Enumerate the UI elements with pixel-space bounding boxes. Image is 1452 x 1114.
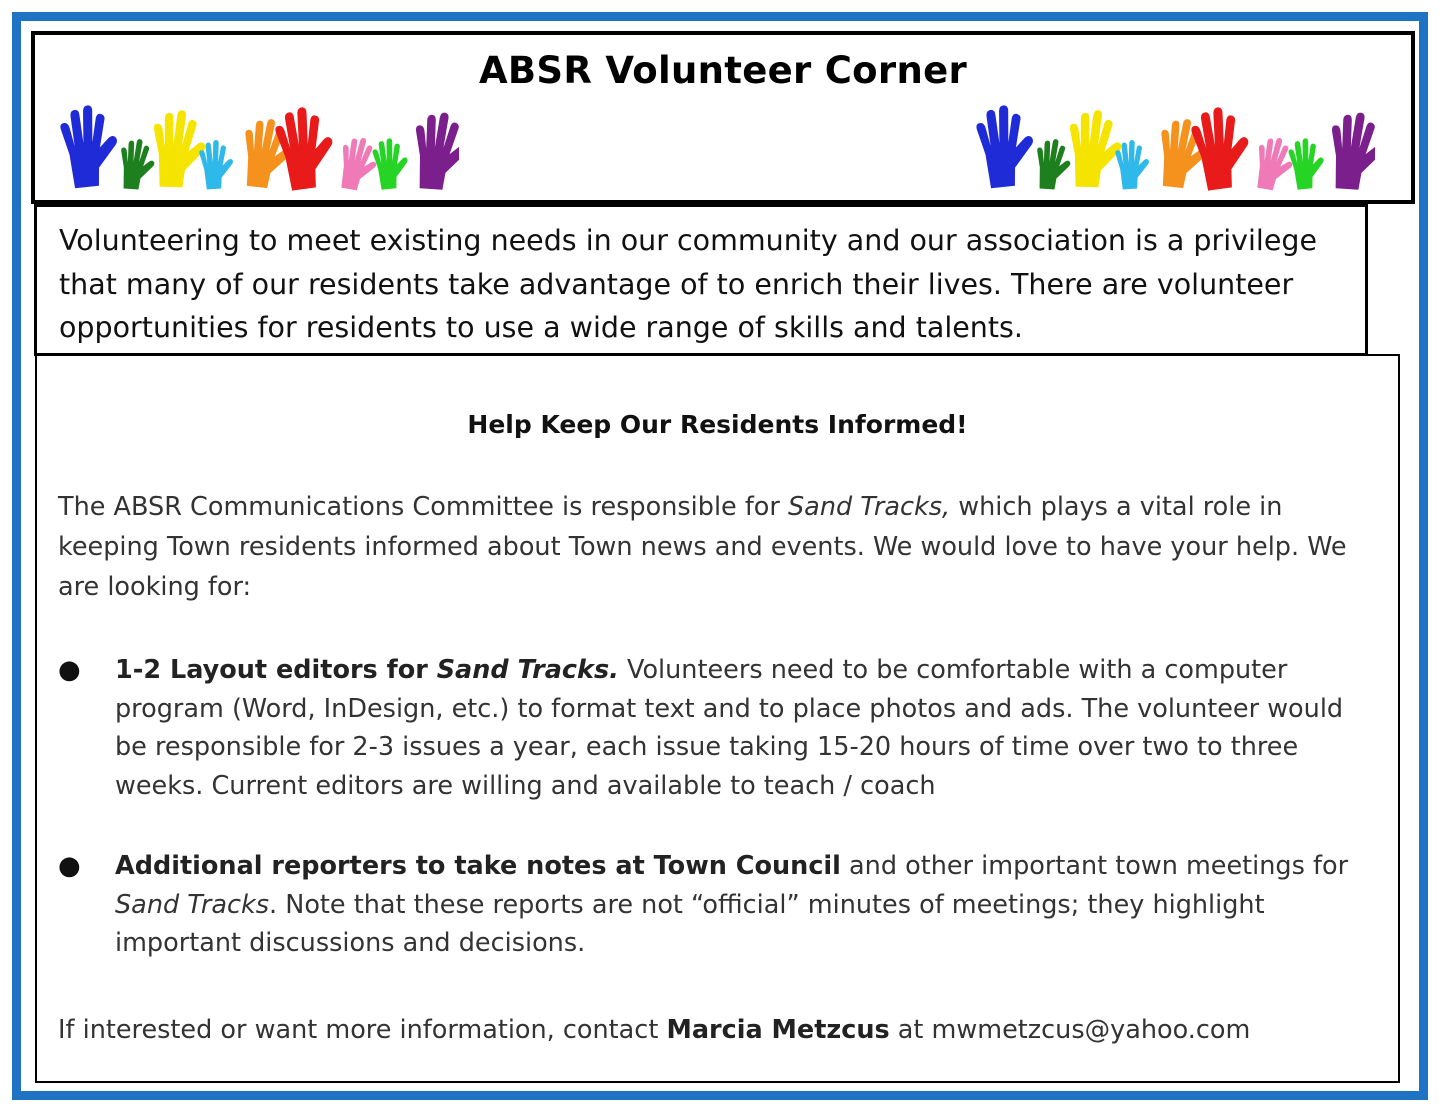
hands-illustration-left: [59, 103, 459, 193]
paragraph-text-2: which plays a vital role in keeping Town residents informed about Town news and events. We would love to have your help. We are looking for:: [58, 492, 1347, 602]
publication-name: Sand Tracks: [115, 889, 270, 920]
hand-icon: [1035, 138, 1072, 191]
intro-box: [34, 204, 1368, 356]
hand-icon: [1287, 137, 1326, 191]
hand-icon: [336, 135, 380, 193]
hand-icon: [1189, 104, 1255, 192]
publication-name: Sand Tracks,: [788, 492, 951, 522]
contact-name: Marcia Metzcus: [666, 1015, 890, 1045]
hand-icon: [59, 103, 121, 189]
list-item-text: [115, 847, 1377, 963]
contact-line: [58, 1010, 1388, 1050]
list-item-body-end: . Note that these reports are not “official” minutes of meetings; they highlight important discussions and decisions.: [115, 889, 1265, 958]
hand-icon: [412, 111, 459, 192]
hand-icon: [1252, 135, 1296, 193]
list-item-text: [115, 651, 1377, 805]
list-item-body: Volunteers need to be comfortable with a computer program (Word, InDesign, etc.) to format text and to place photos and ads. The volunteer would be responsible for 2-3 issues a year, each issue taking 15-20 hours of time over two to three weeks. Current editors are willing and available to teach / coach: [115, 655, 1344, 801]
page-title: ABSR Volunteer Corner: [478, 49, 968, 92]
bullet-icon: ●: [58, 851, 81, 881]
paragraph-text-1: The ABSR Communications Committee is responsible for: [58, 492, 788, 522]
hand-icon: [1328, 111, 1375, 192]
publication-name: Sand Tracks.: [436, 655, 619, 685]
header-box: [31, 31, 1415, 204]
hand-icon: [1068, 109, 1123, 188]
contact-prefix: If interested or want more information, contact: [58, 1015, 667, 1045]
hand-icon: [119, 138, 156, 191]
contact-middle: at: [889, 1015, 932, 1045]
hands-illustration-right: [975, 103, 1375, 193]
intro-text: Volunteering to meet existing needs in our community and our association is a privilege that many of our residents take advantage of to enrich their lives. There are volunteer opportunities for residents to use a wide range of skills and talents.: [59, 224, 1317, 344]
bullet-icon: ●: [58, 655, 81, 685]
intro-paragraph: [58, 487, 1378, 607]
hand-icon: [975, 103, 1037, 189]
list-item-body: and other important town meetings for: [840, 851, 1349, 881]
contact-email[interactable]: mwmetzcus@yahoo.com: [931, 1015, 1251, 1045]
main-content-box: [35, 354, 1400, 1083]
list-item-bold: Additional reporters to take notes at Town Council: [115, 851, 841, 881]
section-heading: Help Keep Our Residents Informed!: [467, 410, 968, 439]
hand-icon: [273, 104, 339, 192]
list-item-bold: 1-2 Layout editors for: [115, 655, 437, 685]
hand-icon: [371, 137, 410, 191]
hand-icon: [152, 109, 207, 188]
